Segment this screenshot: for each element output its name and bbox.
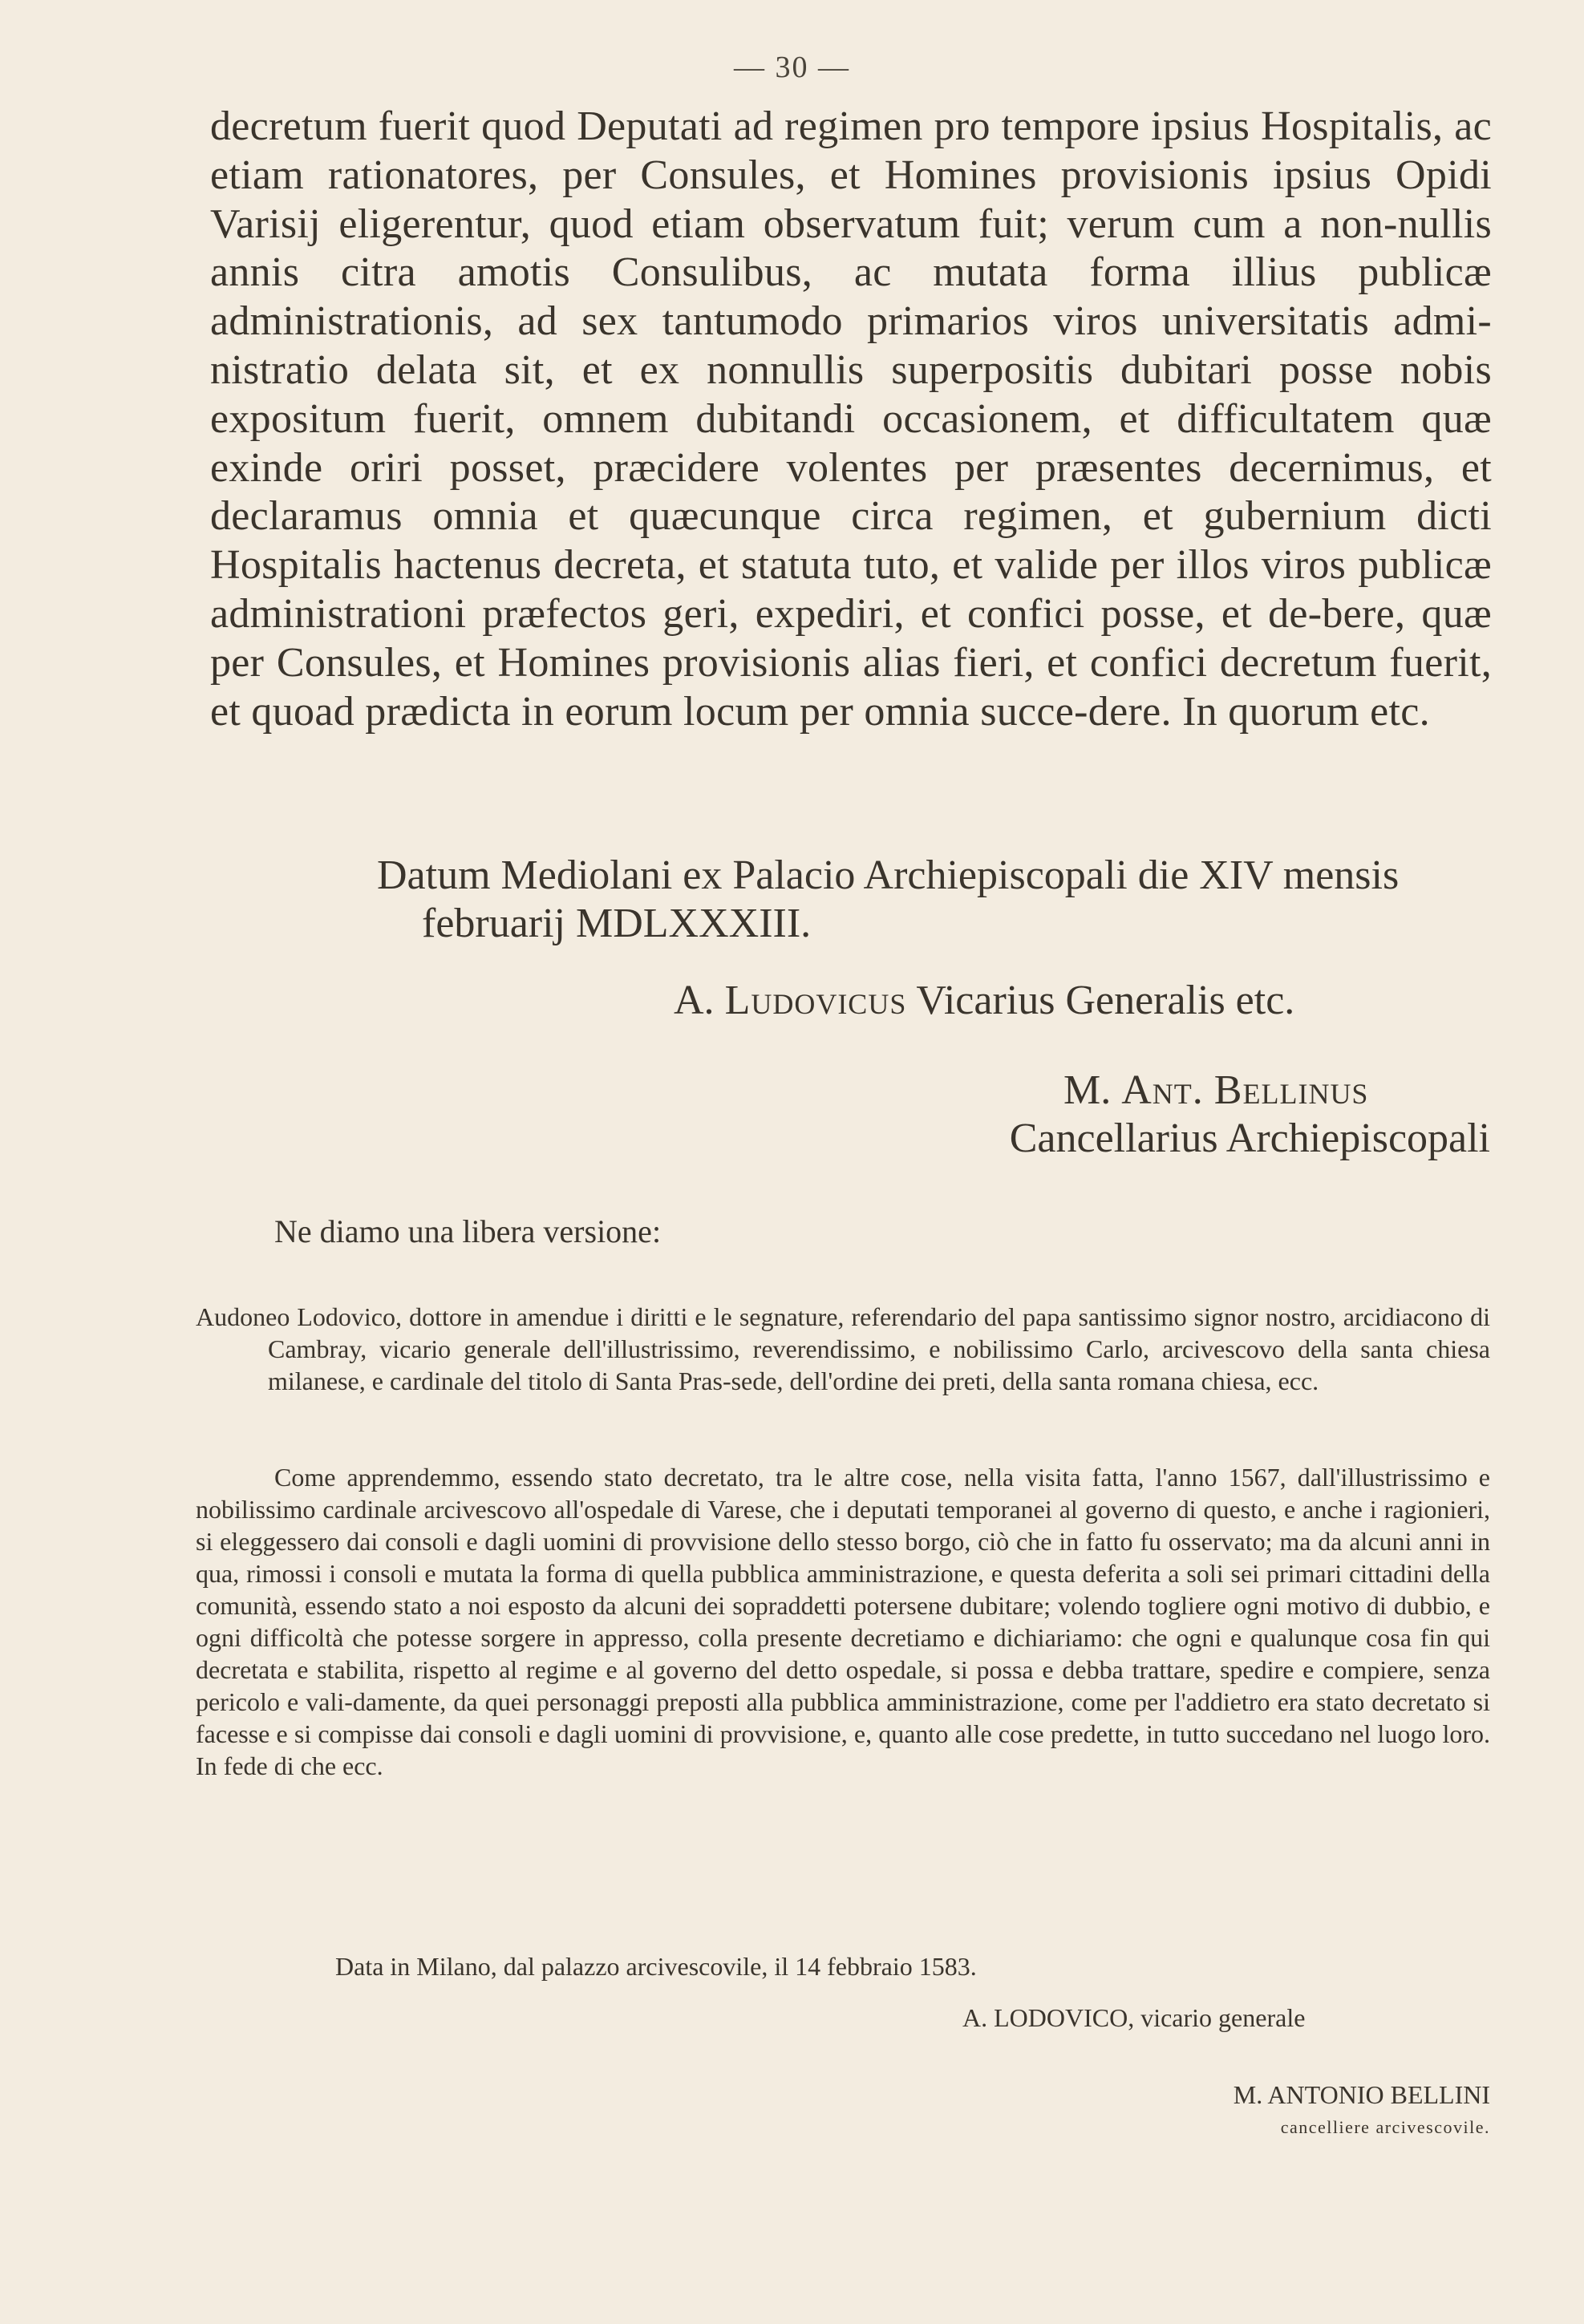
vicar-initial: A. — [674, 978, 715, 1023]
latin-dating-clause — [377, 852, 1496, 948]
italian-heading — [196, 1301, 1490, 1397]
latin-datum-line-2: februarij MDLXXXIII. — [422, 901, 812, 946]
chancellor-title: Cancellarius Archiepiscopali — [1009, 1115, 1490, 1161]
italian-signature-vicar: A. LODOVICO, vicario generale — [962, 2003, 1306, 2032]
latin-signature-vicar — [674, 977, 1294, 1025]
latin-datum-line-1: Datum Mediolani ex Palacio Archiepiscopali die XIV mensis — [377, 852, 1400, 898]
latin-decree-text — [210, 103, 1492, 736]
vicar-name: Ludovicus — [724, 978, 907, 1023]
translation-intro: Ne diamo una libera versione: — [274, 1213, 662, 1249]
italian-heading-text: Audoneo Lodovico, dottore in amendue i diritti e le segnature, referendario del papa santissimo signor nostro, arcidiacono di Cambray, vicario generale dell'illustrissimo, reverendissimo, e nobilissimo Carlo, arcivescovo della santa chiesa milanese, e cardinale del titolo di Santa Pras-sede, dell'ordine dei preti, della santa romana chiesa, ecc. — [196, 1302, 1490, 1395]
latin-signature-chancellor — [999, 1067, 1490, 1163]
chancellor-initial: M. — [1063, 1067, 1112, 1113]
page-number: — 30 — — [734, 51, 850, 84]
chancellor-name: Bellinus — [1213, 1067, 1369, 1113]
italian-paragraph: Come apprendemmo, essendo stato decretato, tra le altre cose, nella visita fatta, l'anno 1567, dall'illustrissimo e nobilissimo cardinale arcivescovo all'ospedale di Varese, che i deputati temporanei al governo di questo, e anche i ragionieri, si eleggessero dai consoli e dagli uomini di provvisione dello stesso borgo, ciò che in fatto fu osservato; ma da alcuni anni in qua, rimossi i consoli e mutata la forma di quella pubblica amministrazione, e questa deferita a soli sei primari cittadini della comunità, essendo stato a noi esposto da alcuni dei sopraddetti potersene dubitare; volendo togliere ogni motivo di dubbio, e ogni difficoltà che potesse sorgere in appresso, colla presente decretiamo e dichiariamo: che ogni e qualunque cosa fin qui decretata e stabilita, rispetto al regime e al governo del detto ospedale, si possa e debba trattare, spedire e compiere, senza pericolo e vali-damente, da quei personaggi preposti alla pubblica amministrazione, come per l'addietro era stato decretato si facesse e si compisse dai consoli e dagli uomini di provvisione, e, quanto alle cose predette, in tutto succedano nel luogo loro. In fede di che ecc. — [196, 1463, 1490, 1780]
latin-paragraph: decretum fuerit quod Deputati ad regimen pro tempore ipsius Hospitalis, ac etiam rationatores, per Consules, et Homines provisionis ipsius Opidi Varisij eligerentur, quod etiam observatum fuit; verum cum a non-nullis annis citra amotis Consulibus, ac mutata forma illius publicæ administrationis, ad sex tantumodo primarios viros universitatis admi-nistratio delata sit, et ex nonnullis superpositis dubitari posse nobis expositum fuerit, omnem dubitandi occasionem, et difficultatem quæ exinde oriri posset, præcidere volentes per præsentes decernimus, et declaramus omnia et quæcunque circa regimen, et gubernium dicti Hospitalis hactenus decreta, et statuta tuto, et valide per illos viros publicæ administrationi præfectos geri, expediri, et confici posse, et de-bere, quæ per Consules, et Homines provisionis alias fieri, et confici decretum fuerit, et quoad prædicta in eorum locum per omnia succe-dere. In quorum etc. — [210, 103, 1492, 735]
italian-chancellor-title: cancelliere arcivescovile. — [1280, 2117, 1490, 2137]
italian-dating-clause: Data in Milano, dal palazzo arcivescovile, il 14 febbraio 1583. — [335, 1952, 977, 1981]
chancellor-abbr: Ant. — [1121, 1067, 1204, 1113]
vicar-title: Vicarius Generalis etc. — [916, 978, 1295, 1023]
italian-chancellor-name: M. ANTONIO BELLINI — [1233, 2080, 1490, 2109]
italian-decree-text — [196, 1461, 1490, 1782]
italian-signature-chancellor — [1169, 2079, 1490, 2140]
